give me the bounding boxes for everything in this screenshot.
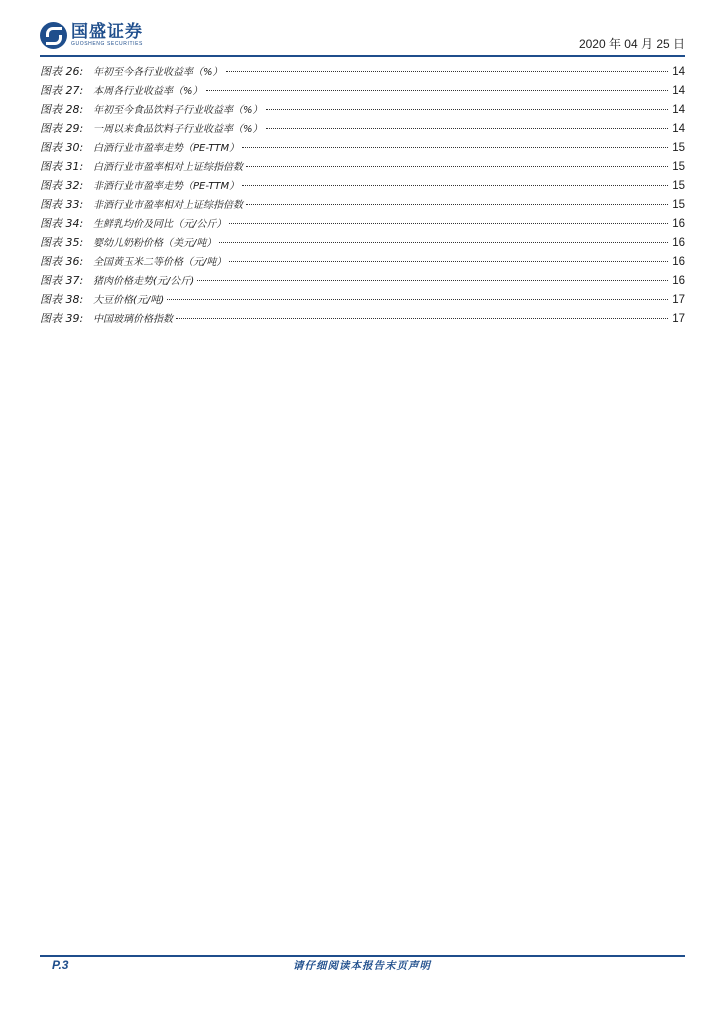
toc-figure-number: 图表 39: [40, 312, 84, 325]
toc-page-number: 15 [672, 180, 685, 192]
toc-figure-number: 图表 26: [40, 65, 84, 78]
toc-entry[interactable] [40, 176, 685, 195]
toc-page-number: 17 [672, 313, 685, 325]
toc-dot-leader [246, 165, 668, 167]
toc-figure-title: 非酒行业市盈率走势（PE-TTM） [93, 181, 240, 192]
toc-dot-leader [226, 70, 668, 72]
toc-page-number: 16 [672, 218, 685, 230]
toc-entry[interactable] [40, 157, 685, 176]
toc-dot-leader [246, 203, 668, 205]
toc-entry[interactable] [40, 290, 685, 309]
toc-figure-title: 大豆价格(元/吨) [93, 295, 165, 306]
logo-en-text: GUOSHENG SECURITIES [71, 41, 143, 47]
toc-figure-number: 图表 35: [40, 236, 84, 249]
toc-page-number: 14 [672, 104, 685, 116]
toc-page-number: 15 [672, 142, 685, 154]
toc-figure-number: 图表 38: [40, 293, 84, 306]
toc-figure-title: 年初至今食品饮料子行业收益率（%） [93, 105, 263, 116]
toc-figure-number: 图表 34: [40, 217, 84, 230]
toc-figure-title: 本周各行业收益率（%） [93, 86, 203, 97]
toc-figure-title: 生鲜乳均价及同比（元/公斤） [93, 219, 227, 230]
toc-figure-title: 全国黄玉米二等价格（元/吨） [93, 257, 227, 268]
toc-figure-number: 图表 31: [40, 160, 84, 173]
toc-dot-leader [197, 279, 668, 281]
toc-figure-title: 年初至今各行业收益率（%） [93, 67, 223, 78]
toc-entry[interactable] [40, 214, 685, 233]
toc-entry[interactable] [40, 271, 685, 290]
figure-list [40, 62, 685, 328]
company-logo [40, 22, 143, 49]
toc-figure-number: 图表 28: [40, 103, 84, 116]
toc-figure-number: 图表 36: [40, 255, 84, 268]
toc-entry[interactable] [40, 138, 685, 157]
toc-figure-number: 图表 37: [40, 274, 84, 287]
page-number: P.3 [52, 958, 69, 972]
footer-divider [40, 955, 685, 957]
toc-page-number: 17 [672, 294, 685, 306]
toc-dot-leader [229, 222, 668, 224]
toc-figure-number: 图表 30: [40, 141, 84, 154]
toc-figure-title: 猪肉价格走势(元/公斤) [93, 276, 195, 287]
toc-dot-leader [242, 146, 668, 148]
toc-dot-leader [167, 298, 668, 300]
report-date: 2020 年 04 月 25 日 [578, 37, 685, 51]
toc-entry[interactable] [40, 62, 685, 81]
toc-entry[interactable] [40, 81, 685, 100]
toc-page-number: 14 [672, 85, 685, 97]
toc-dot-leader [229, 260, 668, 262]
toc-dot-leader [206, 89, 668, 91]
toc-figure-title: 非酒行业市盈率相对上证综指倍数 [93, 200, 243, 211]
toc-figure-title: 中国玻璃价格指数 [93, 314, 173, 325]
toc-figure-number: 图表 27: [40, 84, 84, 97]
toc-figure-number: 图表 32: [40, 179, 84, 192]
header-divider [40, 55, 685, 57]
toc-dot-leader [266, 108, 668, 110]
toc-dot-leader [176, 317, 668, 319]
toc-figure-title: 婴幼儿奶粉价格（美元/吨） [93, 238, 217, 249]
page-header [40, 22, 685, 54]
toc-dot-leader [219, 241, 668, 243]
logo-wordmark [71, 23, 143, 48]
toc-page-number: 16 [672, 237, 685, 249]
toc-entry[interactable] [40, 100, 685, 119]
toc-entry[interactable] [40, 252, 685, 271]
toc-page-number: 16 [672, 256, 685, 268]
toc-page-number: 15 [672, 199, 685, 211]
toc-entry[interactable] [40, 195, 685, 214]
toc-figure-title: 一周以来食品饮料子行业收益率（%） [93, 124, 263, 135]
logo-icon [40, 22, 67, 49]
toc-figure-number: 图表 29: [40, 122, 84, 135]
toc-dot-leader [242, 184, 668, 186]
toc-entry[interactable] [40, 119, 685, 138]
toc-entry[interactable] [40, 309, 685, 328]
logo-cn-text: 国盛证券 [71, 22, 143, 42]
toc-page-number: 14 [672, 123, 685, 135]
toc-dot-leader [266, 127, 668, 129]
toc-entry[interactable] [40, 233, 685, 252]
toc-figure-number: 图表 33: [40, 198, 84, 211]
disclaimer-text: 请仔细阅读本报告末页声明 [293, 960, 431, 972]
toc-figure-title: 白酒行业市盈率相对上证综指倍数 [93, 162, 243, 173]
toc-page-number: 15 [672, 161, 685, 173]
toc-page-number: 14 [672, 66, 685, 78]
toc-page-number: 16 [672, 275, 685, 287]
toc-figure-title: 白酒行业市盈率走势（PE-TTM） [93, 143, 240, 154]
